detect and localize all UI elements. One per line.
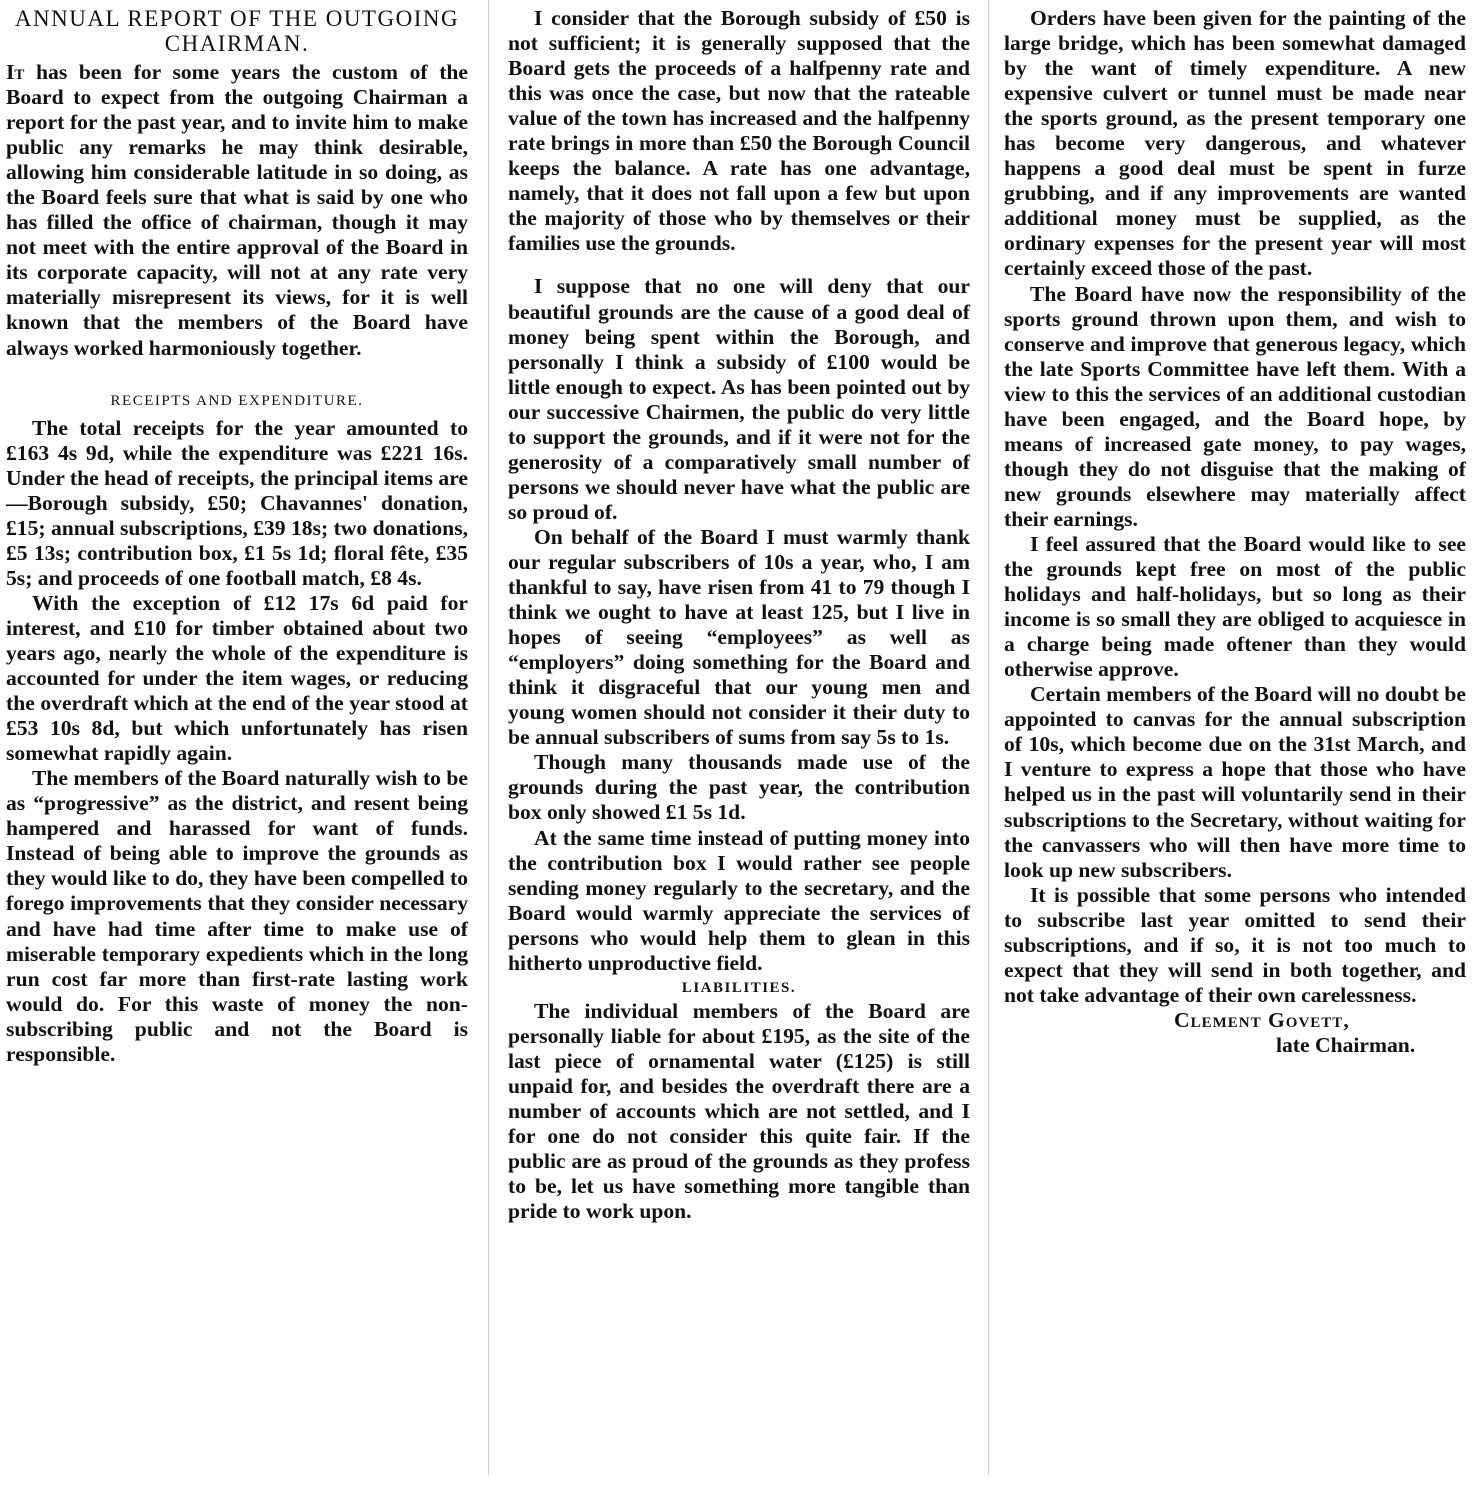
paragraph: I suppose that no one will deny that our beautiful grounds are the cause of a good deal of money being spent within the Borough, and personally I think a subsidy of £100 would be little enough to expect. As has been pointed out by our successive Chairmen, the public do very little to support the grounds, and if it were not for the generosity of a comparatively small number of persons we should never have what the public are so proud of. <box>508 274 970 524</box>
paragraph: Though many thousands made use of the grounds during the past year, the contribution box only showed £1 5s 1d. <box>508 750 970 825</box>
signature-role: late Chairman. <box>1276 1032 1416 1057</box>
article-title: ANNUAL REPORT OF THE OUTGOING CHAIRMAN. <box>14 6 460 56</box>
paragraph: The members of the Board naturally wish to be as “progressive” as the district, and resent being hampered and harassed for want of funds. Instead of being able to improve the grounds as they would like to do, they have been compelled to forego improvements that they consider necessary and have had time after time to make use of miserable temporary expedients which in the long run cost far more than first-rate lasting work would do. For this waste of money the non-subscribing public and not the Board is responsible. <box>6 766 468 1066</box>
paragraph: I consider that the Borough subsidy of £50 is not sufficient; it is generally supposed that the Board gets the proceeds of a halfpenny rate and this was once the case, but now that the rateable value of the town has increased and the halfpenny rate brings in more than £50 the Borough Council keeps the balance. A rate has one advantage, namely, that it does not fall upon a few but upon the majority of those who by themselves or their families use the grounds. <box>508 6 970 256</box>
paragraph: The individual members of the Board are personally liable for about £195, as the site of the last piece of ornamental water (£125) is still unpaid for, and besides the overdraft there are a number of accounts which are not settled, and I for one do not consider this quite fair. If the public are as proud of the grounds as they profess to be, let us have something more tangible than pride to work upon. <box>508 998 970 1224</box>
column-rule <box>988 0 989 1475</box>
paragraph: The total receipts for the year amounted to £163 4s 9d, while the expenditure was £221 16s. Under the head of receipts, the principal items are—Borough subsidy, £50; Chavannes' donation, £15; annual subscriptions, £39 18s; two donations, £5 13s; contribution box, £1 5s 1d; floral fête, £35 5s; and proceeds of one football match, £8 4s. <box>6 415 468 590</box>
section-heading: RECEIPTS AND EXPENDITURE. <box>110 392 364 409</box>
column-1 <box>6 6 468 1067</box>
paragraph: I feel assured that the Board would like to see the grounds kept free on most of the public holidays and half-holidays, but so long as their income is so small they are obliged to acquiesce in a charge being made oftener than they would otherwise approve. <box>1004 531 1466 682</box>
paragraph: Certain members of the Board will no doubt be appointed to canvas for the annual subscription of 10s, which become due on the 31st March, and I venture to express a hope that those who have helped us in the past will voluntarily send in their subscriptions to the Secretary, without waiting for the canvassers who will then have more time to look up new subscribers. <box>1004 682 1466 882</box>
paragraph: At the same time instead of putting money into the contribution box I would rather see people sending money regularly to the secretary, and the Board would warmly appreciate the services of persons who would help them to glean in this hitherto unproductive field. <box>508 825 970 975</box>
paragraph-gap <box>508 256 970 274</box>
column-rule <box>488 0 489 1475</box>
paragraph: It has been for some years the custom of the Board to expect from the outgoing Chairman a report for the past year, and to invite him to make public any remarks he may think desirable, allowing him considerable latitude in so doing, as the Board feels sure that what is said by one who has filled the office of chairman, though it may not meet with the entire approval of the Board in its corporate capacity, will not at any rate very materially misrepresent its views, for it is well known that the members of the Board have always worked harmoniously together. <box>6 60 468 360</box>
paragraph: Orders have been given for the painting of the large bridge, which has been somewhat damaged by the want of timely expenditure. A new expensive culvert or tunnel must be made near the sports ground, as the present temporary one has become very dangerous, and whatever happens a good deal must be spent in furze grubbing, and if any improvements are wanted additional money must be supplied, as the ordinary expenses for the present year will most certainly exceed those of the past. <box>1004 6 1466 281</box>
signature-name: Clement Govett, <box>1174 1007 1350 1032</box>
section-heading: LIABILITIES. <box>681 979 797 996</box>
paragraph: The Board have now the responsibility of the sports ground thrown upon them, and wish to conserve and improve that generous legacy, which the late Sports Committee have left them. With a view to this the services of an additional custodian have been engaged, and the Board hope, by means of increased gate money, to pay wages, though they do not disguise that the making of new grounds elsewhere may materially affect their earnings. <box>1004 281 1466 531</box>
column-3 <box>1004 6 1466 1058</box>
signature <box>1004 1008 1466 1058</box>
paragraph: With the exception of £12 17s 6d paid for interest, and £10 for timber obtained about two years ago, nearly the whole of the expenditure is accounted for under the item wages, or reducing the overdraft which at the end of the year stood at £53 10s 8d, but which unfortunately has risen somewhat rapidly again. <box>6 590 468 766</box>
paragraph: It is possible that some persons who intended to subscribe last year omitted to send their subscriptions, and if so, it is not too much to expect that they will send in both together, and not take advantage of their own carelessness. <box>1004 882 1466 1007</box>
column-2 <box>508 6 970 1224</box>
paragraph: On behalf of the Board I must warmly thank our regular subscribers of 10s a year, who, I am thankful to say, have risen from 41 to 79 though I think we ought to have at least 125, but I live in hopes of seeing “employees” as well as “employers” doing something for the Board and think it disgraceful that our young men and young women should not consider it their duty to be annual subscribers of sums from say 5s to 1s. <box>508 524 970 750</box>
